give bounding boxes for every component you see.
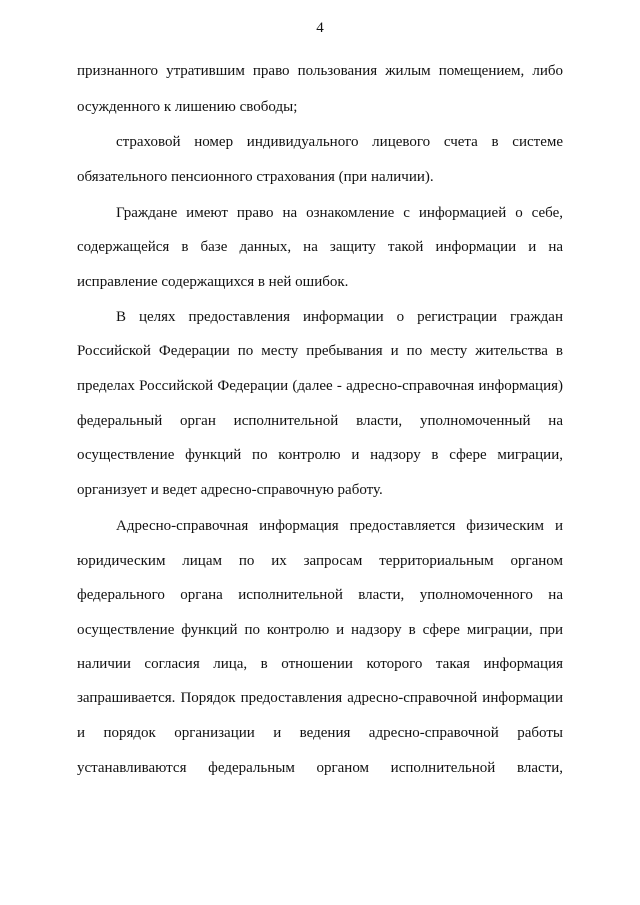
text-line: осужденного к лишению свободы; [77,99,298,115]
text-line: В целях предоставления информации о регистрации граждан [116,309,563,325]
text-line: страховой номер индивидуального лицевого счета в системе [116,134,563,150]
text-line: содержащейся в базе данных, на защиту такой информации и на [77,239,563,255]
text-line: федерального органа исполнительной власти, уполномоченного на [77,587,563,603]
text-line: Граждане имеют право на ознакомление с информацией о себе, [116,205,563,221]
text-line: устанавливаются федеральным органом исполнительной власти, [77,760,563,776]
text-line: и порядок организации и ведения адресно-справочной работы [77,725,563,741]
text-line: запрашивается. Порядок предоставления адресно-справочной информации [77,690,563,706]
text-line: осуществление функций по контролю и надзору в сфере миграции, [77,447,563,463]
text-line: признанного утратившим право пользования жилым помещением, либо [77,63,563,79]
text-line: пределах Российской Федерации (далее - адресно-справочная информация) [77,378,563,394]
text-line: федеральный орган исполнительной власти, уполномоченный на [77,413,563,429]
text-line: исправление содержащихся в ней ошибок. [77,274,349,290]
text-line: Адресно-справочная информация предоставляется физическим и [116,518,563,534]
text-line: организует и ведет адресно-справочную работу. [77,482,383,498]
page-number: 4 [316,20,324,36]
text-line: Российской Федерации по месту пребывания и по месту жительства в [77,343,563,359]
text-line: юридическим лицам по их запросам территориальным органом [77,553,563,569]
text-line: обязательного пенсионного страхования (при наличии). [77,169,434,185]
text-line: наличии согласия лица, в отношении которого такая информация [77,656,563,672]
text-line: осуществление функций по контролю и надзору в сфере миграции, при [77,622,563,638]
